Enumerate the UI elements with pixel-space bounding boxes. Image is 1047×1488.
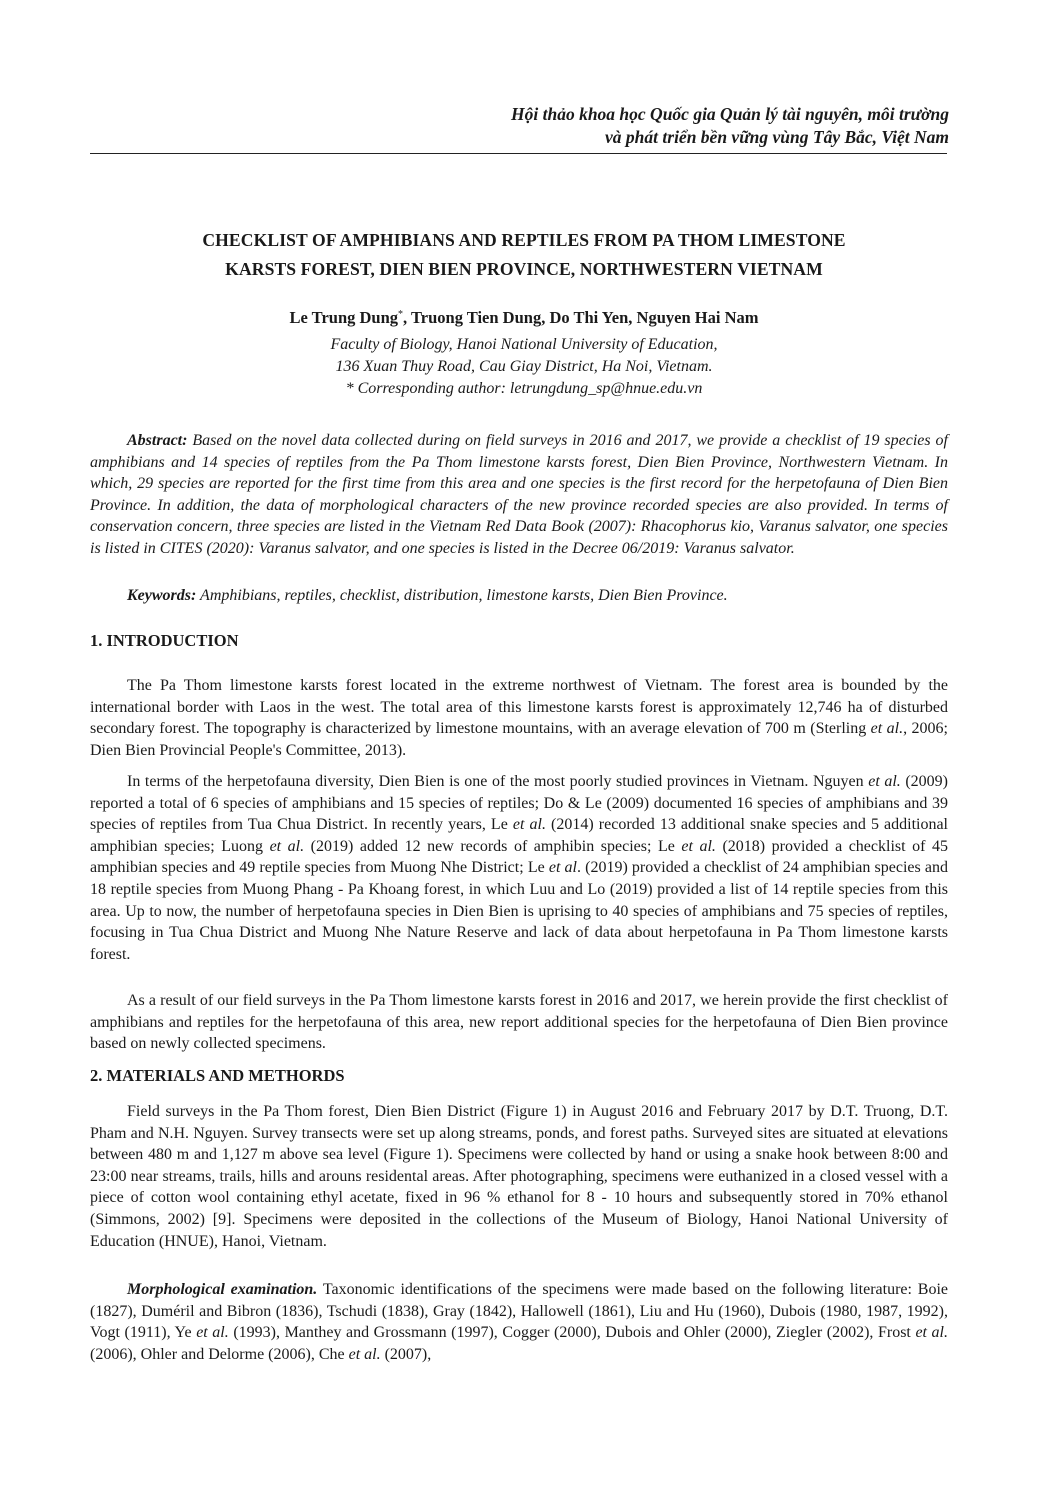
intro-paragraph-2: In terms of the herpetofauna diversity, Dien Bien is one of the most poorly studied provinces in Vietnam. Nguyen et al. (2009) reported a total of 6 species of amphibians and 15 species of reptiles; Do & Le (2009) documented 16 species of amphibians and 39 species of reptiles from Tua Chua District. In recently years, Le et al. (2014) recorded 13 additional snake species and 5 additional amphibian species; Luong et al. (2019) added 12 new records of amphibin species; Le et al. (2018) provided a checklist of 45 amphibian species and 49 reptile species from Muong Nhe District; Le et al. (2019) provided a checklist of 24 amphibian species and 18 reptile species from Muong Phang - Pa Khoang forest, in which Luu and Lo (2019) provided a list of 14 reptile species from this area. Up to now, the number of herpetofauna species in Dien Bien is uprising to 40 species of amphibians and 75 species of reptiles, focusing in Tua Chua District and Muong Nhe Nature Reserve and lack of data about herpetofauna in Pa Thom limestone karsts forest. <box>90 773 949 963</box>
first-author: Le Trung Dung <box>289 308 399 327</box>
keywords-label: Keywords: <box>127 587 197 604</box>
corresponding-author: * Corresponding author: letrungdung_sp@hnue.edu.vn <box>345 380 703 397</box>
section-heading-introduction: 1. INTRODUCTION <box>90 631 239 650</box>
abstract-text: Based on the novel data collected during on field surveys in 2016 and 2017, we provide a checklist of 19 species of amphibians and 14 species of reptiles from the Pa Thom limestone karsts forest, Dien Bien Province, Northwestern Vietnam. In which, 29 species are reported for the first time from this area and one species is the first record for the herpetofauna of Dien Bien Province. In addition, the data of morphological characters of the new province recorded species are also provided. In terms of conservation concern, three species are listed in the Vietnam Red Data Book (2007): Rhacophorus kio, Varanus salvator, one species is listed in CITES (2020): Varanus salvator, and one species is listed in the Decree 06/2019: Varanus salvator. <box>90 432 948 557</box>
other-authors: , Truong Tien Dung, Do Thi Yen, Nguyen Hai Nam <box>403 308 759 327</box>
title-line-1: CHECKLIST OF AMPHIBIANS AND REPTILES FROM PA THOM LIMESTONE <box>202 230 846 250</box>
abstract-label: Abstract: <box>127 432 188 449</box>
corresponding-mark: * <box>398 309 404 320</box>
intro-paragraph-3: As a result of our field surveys in the Pa Thom limestone karsts forest in 2016 and 2017, we herein provide the first checklist of amphibians and reptiles for the herpetofauna of this area, new report additional species for the herpetofauna of Dien Bien province based on newly collected specimens. <box>90 992 948 1053</box>
header-rule <box>90 153 947 154</box>
abstract <box>90 430 948 560</box>
intro-paragraph-1: The Pa Thom limestone karsts forest located in the extreme northwest of Vietnam. The forest area is bounded by the international border with Laos in the west. The total area of this limestone karsts forest is approximately 12,746 ha of disturbed secondary forest. The topography is characterized by limestone mountains, with an average elevation of 700 m (Sterling et al., 2006; Dien Bien Provincial People's Committee, 2013). <box>90 677 948 759</box>
keywords-text: Amphibians, reptiles, checklist, distribution, limestone karsts, Dien Bien Province. <box>196 587 728 604</box>
paper-title <box>90 226 958 284</box>
section-heading-methods: 2. MATERIALS AND METHORDS <box>90 1066 345 1085</box>
affiliation-line-2: 136 Xuan Thuy Road, Cau Giay District, Ha Noi, Vietnam. <box>335 358 713 375</box>
title-line-2: KARSTS FOREST, DIEN BIEN PROVINCE, NORTHWESTERN VIETNAM <box>225 259 823 279</box>
keywords <box>127 585 947 606</box>
morphological-examination-lead: Morphological examination. <box>127 1281 318 1298</box>
running-header-line-1: Hội thảo khoa học Quốc gia Quản lý tài nguyên, môi trường <box>511 104 949 124</box>
methods-paragraph-1: Field surveys in the Pa Thom forest, Dien Bien District (Figure 1) in August 2016 and February 2017 by D.T. Truong, D.T. Pham and N.H. Nguyen. Survey transects were set up along streams, ponds, and forest paths. Surveyed sites are situated at elevations between 480 m and 1,127 m above sea level (Figure 1). Specimens were collected by hand or using a snake hook between 8:00 and 23:00 near streams, trails, hills and arouns residental areas. After photographing, specimens were euthanized in a closed vessel with a piece of cotton wool containing ethyl acetate, fixed in 96 % ethanol for 8 - 10 hours and subsequently stored in 70% ethanol (Simmons, 2002) [9]. Specimens were deposited in the collections of the Museum of Biology, Hanoi National University of Education (HNUE), Hanoi, Vietnam. <box>90 1103 948 1250</box>
affiliation-line-1: Faculty of Biology, Hanoi National University of Education, <box>330 336 718 353</box>
running-header <box>511 103 949 149</box>
affiliation <box>90 334 958 400</box>
running-header-line-2: và phát triển bền vững vùng Tây Bắc, Việt Nam <box>605 127 949 147</box>
methods-paragraph-2: Morphological examination. Taxonomic identifications of the specimens were made based on the following literature: Boie (1827), Duméril and Bibron (1836), Tschudi (1838), Gray (1842), Hallowell (1861), Liu and Hu (1960), Dubois (1980, 1987, 1992), Vogt (1911), Ye et al. (1993), Manthey and Grossmann (1997), Cogger (2000), Dubois and Ohler (2000), Ziegler (2002), Frost et al. (2006), Ohler and Delorme (2006), Che et al. (2007), <box>90 1281 949 1363</box>
author-list <box>90 307 958 329</box>
